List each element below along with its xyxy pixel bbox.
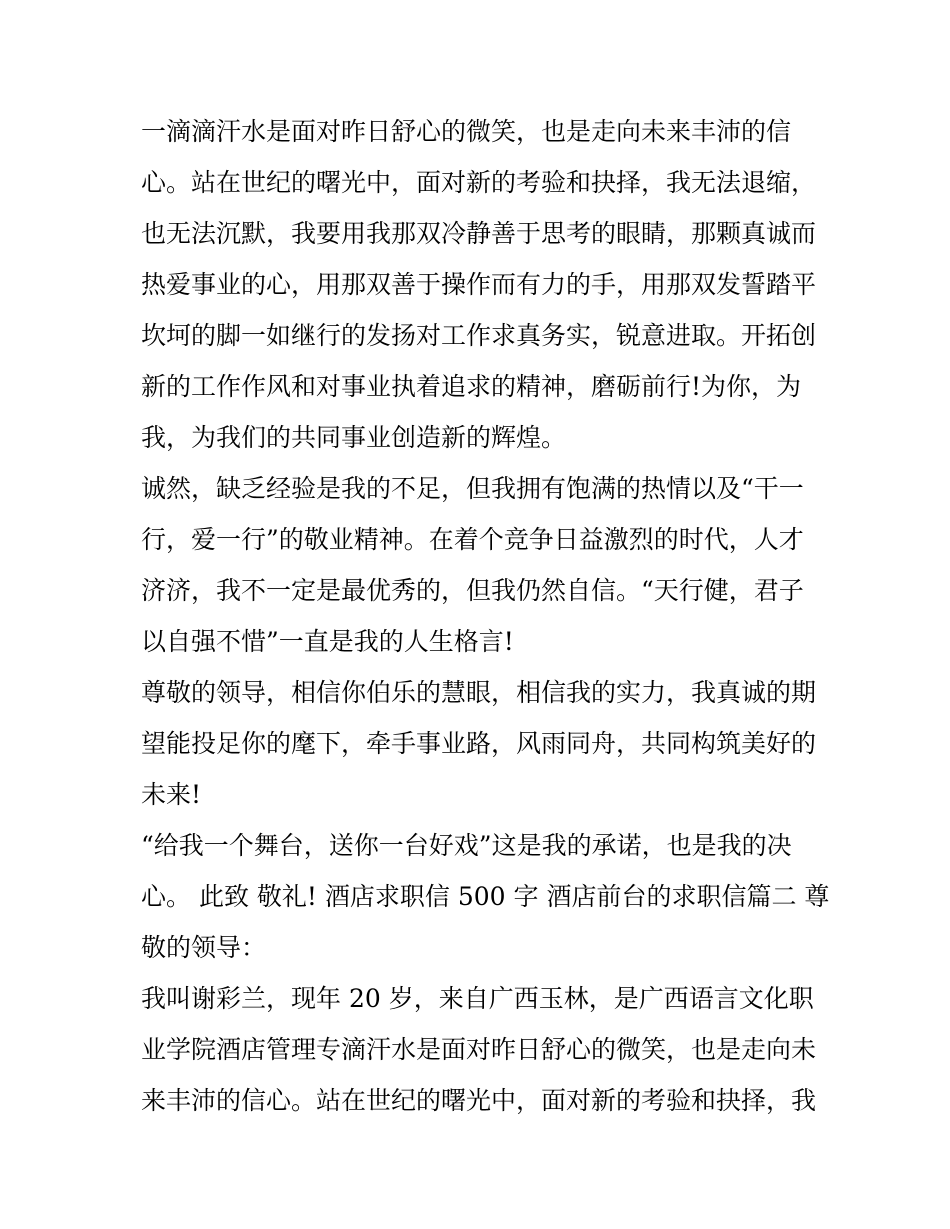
text-line: 一滴滴汗水是面对昨日舒心的微笑，也是走向未来丰沛的信: [141, 117, 792, 146]
text-line: 新的工作作风和对事业执着追求的精神，磨砺前行!为你，为: [141, 372, 802, 401]
paragraph-3: [141, 667, 817, 820]
paragraph-1: [141, 106, 817, 463]
text-line: 热爱事业的心，用那双善于操作而有力的手，用那双发誓踏平: [141, 270, 817, 299]
text-line: “给我一个舞台，送你一台好戏”这是我的承诺，也是我的决: [141, 831, 792, 860]
text-line: 心。站在世纪的曙光中，面对新的考验和抉择，我无法退缩，: [141, 168, 817, 197]
text-line: 以自强不惜”一直是我的人生格言!: [141, 627, 514, 656]
text-line: 我叫谢彩兰，现年 20 岁，来自广西玉林，是广西语言文化职: [141, 984, 814, 1013]
text-line: 业学院酒店管理专滴汗水是面对昨日舒心的微笑，也是走向未: [141, 1035, 817, 1064]
text-line: 未来!: [141, 780, 202, 809]
text-line: 也无法沉默，我要用我那双冷静善于思考的眼睛，那颗真诚而: [141, 219, 817, 248]
text-line: 济济，我不一定是最优秀的，但我仍然自信。“天行健，君子: [141, 576, 804, 605]
text-line: 来丰沛的信心。站在世纪的曙光中，面对新的考验和抉择，我: [141, 1086, 817, 1115]
text-line: 坎坷的脚一如继行的发扬对工作求真务实，锐意进取。开拓创: [141, 321, 817, 350]
paragraph-5: [141, 973, 817, 1126]
paragraph-4: [141, 820, 830, 973]
paragraph-2: [141, 463, 813, 667]
text-line: 我，为我们的共同事业创造新的辉煌。: [141, 423, 567, 452]
text-line: 诚然，缺乏经验是我的不足，但我拥有饱满的热情以及“干一: [141, 474, 804, 503]
text-line: 行，爱一行”的敬业精神。在着个竞争日益激烈的时代，人才: [141, 525, 804, 554]
text-line: 敬的领导：: [141, 933, 267, 962]
text-line: 心。 此致 敬礼! 酒店求职信 500 字 酒店前台的求职信篇二 尊: [141, 882, 830, 911]
document-body: [141, 106, 830, 1126]
text-line: 望能投足你的麾下，牵手事业路，风雨同舟，共同构筑美好的: [141, 729, 817, 758]
text-line: 尊敬的领导，相信你伯乐的慧眼，相信我的实力，我真诚的期: [141, 678, 817, 707]
